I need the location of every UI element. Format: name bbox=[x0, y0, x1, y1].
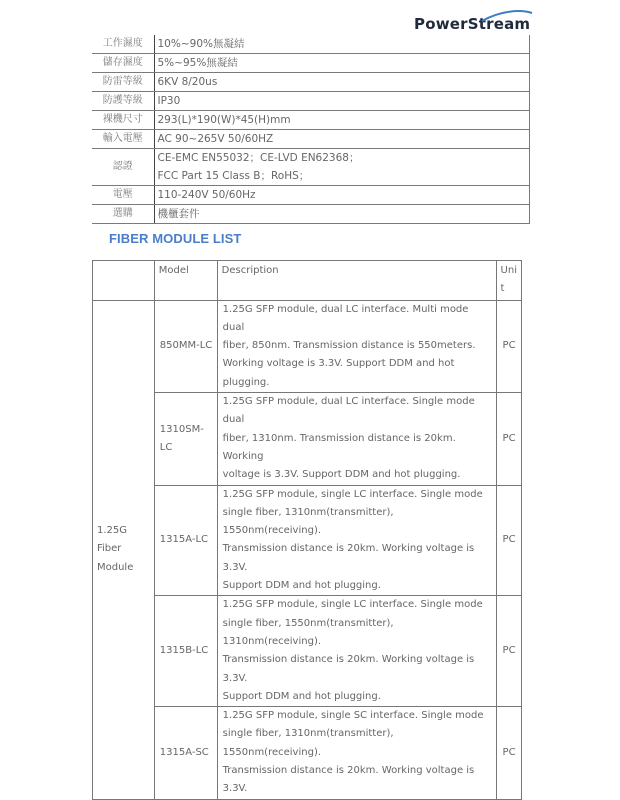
model-cell: 850MM-LC bbox=[154, 300, 217, 392]
spec-label: 認證 bbox=[92, 149, 154, 186]
description-line: 1.25G SFP module, dual LC interface. Multi mode dual bbox=[222, 303, 469, 333]
header-group bbox=[93, 261, 155, 301]
spec-row bbox=[92, 205, 530, 224]
model-cell: 1315A-SC bbox=[154, 707, 217, 799]
table-row bbox=[93, 485, 522, 596]
table-row bbox=[93, 596, 522, 707]
section-title: FIBER MODULE LIST bbox=[109, 231, 242, 246]
description-cell bbox=[217, 300, 496, 392]
table-row bbox=[93, 300, 522, 392]
spec-row bbox=[92, 186, 530, 205]
description-line: Transmission distance is 20km. Working voltage is 3.3V. bbox=[222, 654, 475, 684]
header-unit-line: Uni bbox=[500, 265, 517, 276]
spec-label: 儲存濕度 bbox=[92, 54, 154, 73]
spec-value: 10%~90%無凝結 bbox=[154, 35, 530, 54]
spec-label: 工作濕度 bbox=[92, 35, 154, 54]
table-row bbox=[93, 393, 522, 485]
header-description: Description bbox=[217, 261, 496, 301]
spec-value: IP30 bbox=[154, 92, 530, 111]
group-label-line: 1.25G bbox=[97, 525, 128, 537]
table-header-row bbox=[93, 261, 522, 301]
header-unit-line: t bbox=[500, 283, 505, 295]
model-cell: 1315B-LC bbox=[154, 596, 217, 707]
model-cell: 1315A-LC bbox=[154, 485, 217, 596]
spec-value: 6KV 8/20us bbox=[154, 73, 530, 92]
group-label bbox=[93, 300, 155, 799]
description-cell bbox=[217, 393, 496, 485]
spec-label: 電壓 bbox=[92, 186, 154, 205]
spec-row bbox=[92, 35, 530, 54]
spec-value-certification bbox=[154, 149, 530, 186]
description-cell bbox=[217, 596, 496, 707]
description-line: single fiber, 1550nm(transmitter), 1310nm(receiving). bbox=[222, 617, 394, 647]
cert-line: CE-EMC EN55032；CE-LVD EN62368； bbox=[157, 152, 360, 164]
description-line: Transmission distance is 20km. Working voltage is 3.3V. bbox=[222, 765, 475, 795]
unit-cell: PC bbox=[496, 393, 521, 485]
description-line: single fiber, 1310nm(transmitter), 1550nm(receiving). bbox=[222, 728, 394, 758]
unit-cell: PC bbox=[496, 300, 521, 392]
description-line: Transmission distance is 20km. Working voltage is 3.3V. bbox=[222, 543, 475, 573]
group-label-line: Module bbox=[97, 561, 134, 573]
spec-label: 防雷等級 bbox=[92, 73, 154, 92]
description-line: 1.25G SFP module, single SC interface. Single mode bbox=[222, 710, 484, 722]
description-line: Working voltage is 3.3V. Support DDM and hot plugging. bbox=[222, 358, 455, 388]
header-model: Model bbox=[154, 261, 217, 301]
description-line: voltage is 3.3V. Support DDM and hot plugging. bbox=[222, 469, 461, 481]
spec-label: 輸入電壓 bbox=[92, 130, 154, 149]
description-line: fiber, 850nm. Transmission distance is 550meters. bbox=[222, 340, 476, 352]
description-cell bbox=[217, 707, 496, 799]
spec-row bbox=[92, 92, 530, 111]
description-line: single fiber, 1310nm(transmitter), 1550nm(receiving). bbox=[222, 506, 394, 537]
unit-cell: PC bbox=[496, 485, 521, 596]
spec-row bbox=[92, 130, 530, 149]
spec-table bbox=[92, 35, 530, 224]
spec-row bbox=[92, 149, 530, 186]
fiber-module-table bbox=[92, 260, 522, 800]
spec-label: 裸機尺寸 bbox=[92, 111, 154, 130]
unit-cell: PC bbox=[496, 707, 521, 799]
logo-text: PowerStream bbox=[414, 15, 531, 33]
spec-value: 293(L)*190(W)*45(H)mm bbox=[154, 111, 530, 130]
spec-value: 機櫃套件 bbox=[154, 205, 530, 224]
spec-value: 5%~95%無凝結 bbox=[154, 54, 530, 73]
spec-row bbox=[92, 73, 530, 92]
model-cell: 1310SM-LC bbox=[154, 393, 217, 485]
cert-line: FCC Part 15 Class B；RoHS； bbox=[157, 170, 310, 182]
spec-value: 110-240V 50/60Hz bbox=[154, 186, 530, 205]
group-label-line: Fiber bbox=[97, 543, 122, 555]
description-line: 1.25G SFP module, single LC interface. Single mode bbox=[222, 488, 483, 500]
description-line: 1.25G SFP module, dual LC interface. Single mode dual bbox=[222, 396, 475, 426]
spec-label: 選購 bbox=[92, 205, 154, 224]
spec-row bbox=[92, 54, 530, 73]
spec-value: AC 90~265V 50/60HZ bbox=[154, 130, 530, 149]
description-cell bbox=[217, 485, 496, 596]
logo-swoosh-icon bbox=[478, 9, 534, 23]
description-line: Support DDM and hot plugging. bbox=[222, 580, 381, 592]
spec-label: 防護等級 bbox=[92, 92, 154, 111]
header-unit bbox=[496, 261, 521, 301]
description-line: 1.25G SFP module, single LC interface. Single mode bbox=[222, 599, 483, 611]
table-row bbox=[93, 707, 522, 799]
spec-row bbox=[92, 111, 530, 130]
description-line: Support DDM and hot plugging. bbox=[222, 690, 381, 702]
unit-cell: PC bbox=[496, 596, 521, 707]
description-line: fiber, 1310nm. Transmission distance is 20km. Working bbox=[222, 432, 456, 462]
